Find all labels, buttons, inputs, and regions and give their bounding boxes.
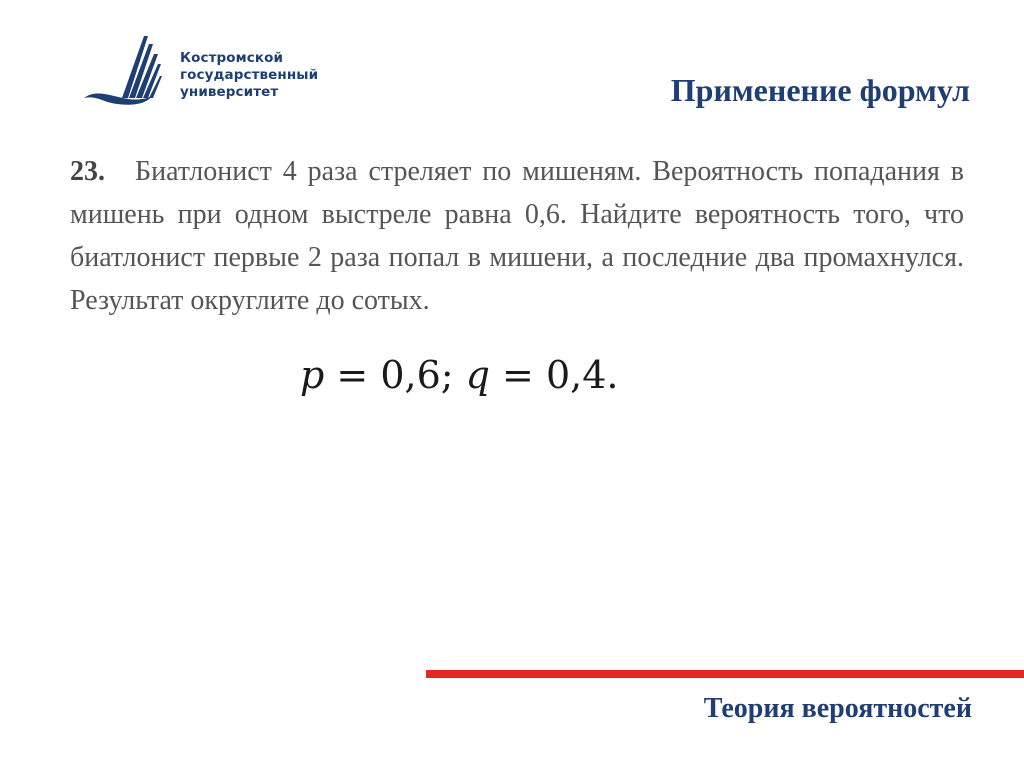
logo-line-3: университет xyxy=(180,84,279,100)
problem-text: Биатлонист 4 раза стреляет по мишеням. Вероятность попадания в мишень при одном выстреле равна 0,6. Найдите вероятность того, что биатлонист первые 2 раза попал в мишени, а последние два промахнулся. Результат округлите до сотых. xyxy=(70,156,964,316)
logo-text xyxy=(180,50,318,101)
slide-title: Применение формул xyxy=(670,72,970,108)
formula-p-value: = 0,6; xyxy=(324,353,466,397)
logo-line-2: государственный xyxy=(180,67,319,83)
logo-line-1: Костромской xyxy=(180,50,284,66)
university-logo xyxy=(82,34,342,124)
formula xyxy=(300,353,740,397)
formula-q-var: q xyxy=(465,353,490,397)
formula-q-value: = 0,4. xyxy=(489,353,619,397)
logo-emblem-icon xyxy=(82,34,178,124)
formula-p-var: p xyxy=(300,353,325,397)
footer-divider xyxy=(426,670,1024,678)
problem-statement xyxy=(70,150,964,322)
problem-number: 23. xyxy=(70,156,105,187)
footer-label: Теория вероятностей xyxy=(703,693,972,724)
